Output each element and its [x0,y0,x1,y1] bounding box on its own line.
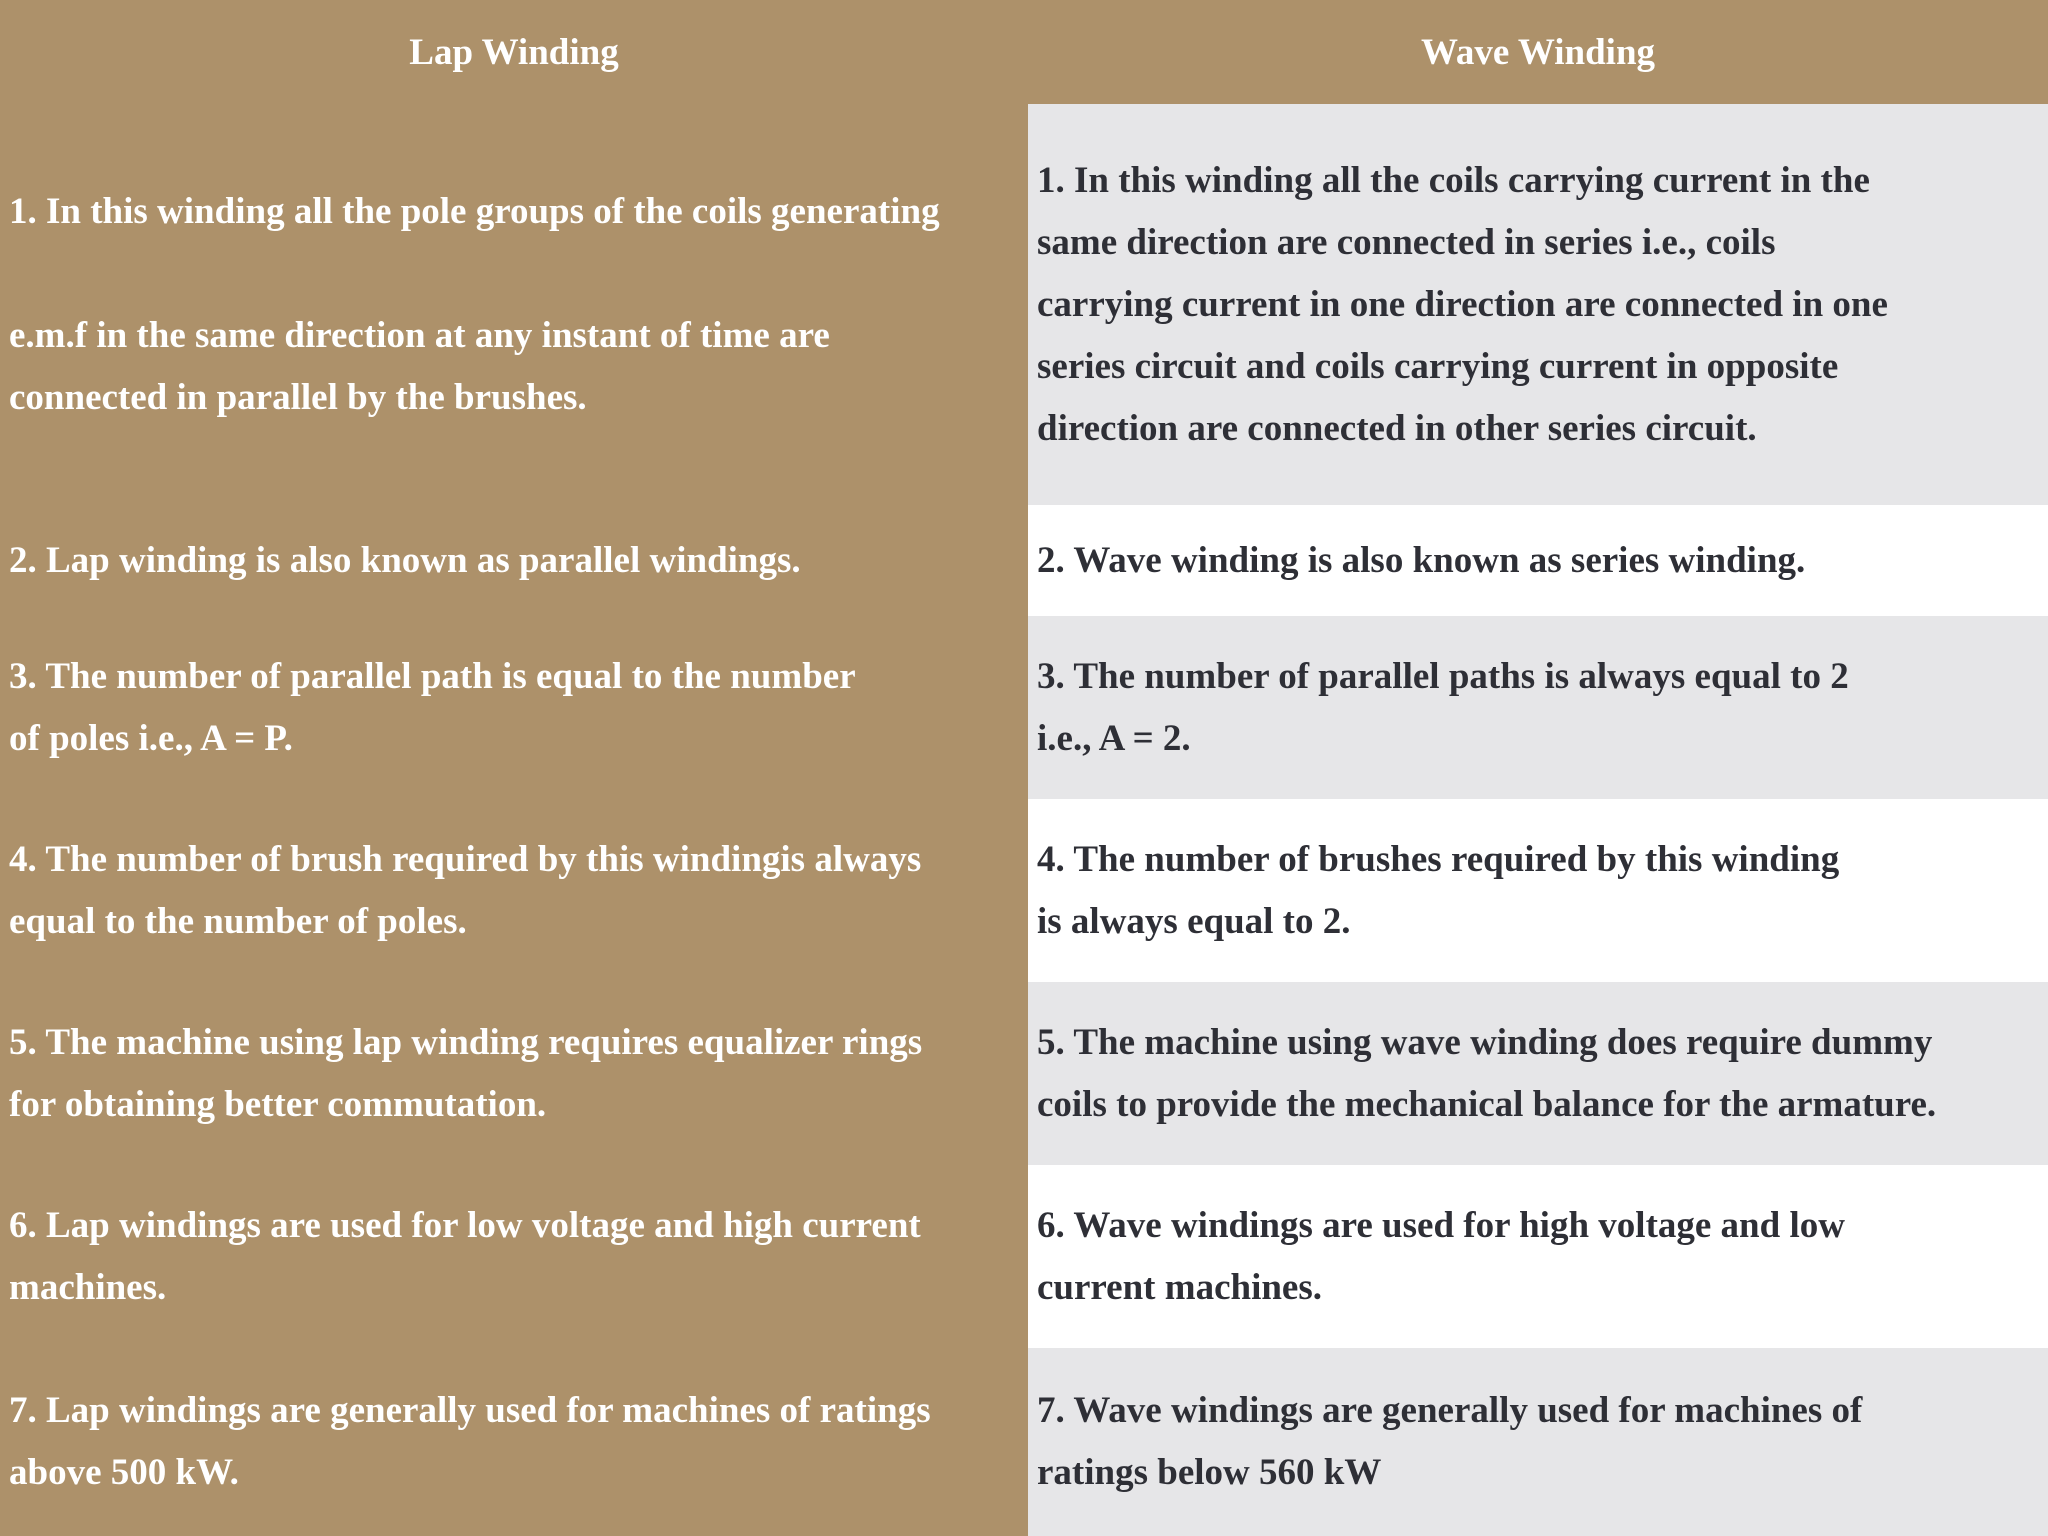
lap-cell-4 [0,799,1028,982]
wave-cell-4 [1028,799,2048,982]
wave-cell-7-line-1: 7. Wave windings are generally used for machines of [1037,1390,1863,1431]
lap-cell-1-line-2: e.m.f in the same direction at any instant of time are [9,314,830,356]
wave-cell-3 [1028,616,2048,799]
wave-cell-5-line-1: 5. The machine using wave winding does require dummy [1037,1021,1933,1063]
wave-cell-7 [1028,1348,2048,1536]
lap-cell-5-line-1: 5. The machine using lap winding requires equalizer rings [9,1021,923,1063]
lap-cell-2-line-1: 2. Lap winding is also known as parallel windings. [9,539,801,581]
table-header [0,0,2048,104]
lap-cell-7-line-2: above 500 kW. [9,1452,239,1493]
lap-cell-5 [0,982,1028,1165]
lap-cell-4-line-2: equal to the number of poles. [9,900,467,942]
wave-cell-1-line-4: series circuit and coils carrying current in opposite [1037,345,1839,387]
wave-cell-4-line-1: 4. The number of brushes required by this winding [1037,838,1840,880]
wave-cell-2 [1028,505,2048,616]
lap-cell-2 [0,505,1028,616]
lap-cell-6-line-1: 6. Lap windings are used for low voltage and high current [9,1204,921,1246]
wave-cell-5 [1028,982,2048,1165]
wave-cell-5-line-2: coils to provide the mechanical balance for the armature. [1037,1083,1937,1125]
lap-cell-5-line-2: for obtaining better commutation. [9,1083,547,1125]
lap-cell-7-line-1: 7. Lap windings are generally used for machines of ratings [9,1390,931,1431]
lap-cell-3-line-1: 3. The number of parallel path is equal to the number [9,655,856,697]
wave-cell-6-line-2: current machines. [1037,1266,1322,1308]
wave-cell-6 [1028,1165,2048,1348]
lap-cell-1 [0,104,1028,505]
lap-cell-4-line-1: 4. The number of brush required by this windingis always [9,838,922,880]
lap-cell-1-line-1: 1. In this winding all the pole groups of the coils generating [9,190,940,232]
header-wave-winding: Wave Winding [1420,31,1656,73]
lap-cell-3 [0,616,1028,799]
header-lap-winding: Lap Winding [409,31,619,73]
lap-cell-7 [0,1348,1028,1536]
wave-cell-1 [1028,104,2048,505]
wave-cell-1-line-5: direction are connected in other series circuit. [1037,407,1757,449]
lap-cell-1-line-3: connected in parallel by the brushes. [9,376,587,418]
wave-cell-1-line-2: same direction are connected in series i.e., coils [1037,221,1776,263]
wave-cell-6-line-1: 6. Wave windings are used for high voltage and low [1037,1204,1845,1246]
lap-cell-6-line-2: machines. [9,1266,167,1308]
wave-cell-3-line-1: 3. The number of parallel paths is always equal to 2 [1037,655,1849,697]
lap-cell-6 [0,1165,1028,1348]
wave-cell-1-line-1: 1. In this winding all the coils carrying current in the [1037,159,1870,201]
wave-cell-4-line-2: is always equal to 2. [1037,900,1351,942]
lap-cell-3-line-2: of poles i.e., A = P. [9,717,293,759]
wave-cell-2-line-1: 2. Wave winding is also known as series winding. [1037,539,1806,581]
wave-cell-3-line-2: i.e., A = 2. [1037,717,1191,759]
wave-cell-1-line-3: carrying current in one direction are connected in one [1037,283,1888,325]
wave-cell-7-line-2: ratings below 560 kW [1037,1452,1382,1493]
